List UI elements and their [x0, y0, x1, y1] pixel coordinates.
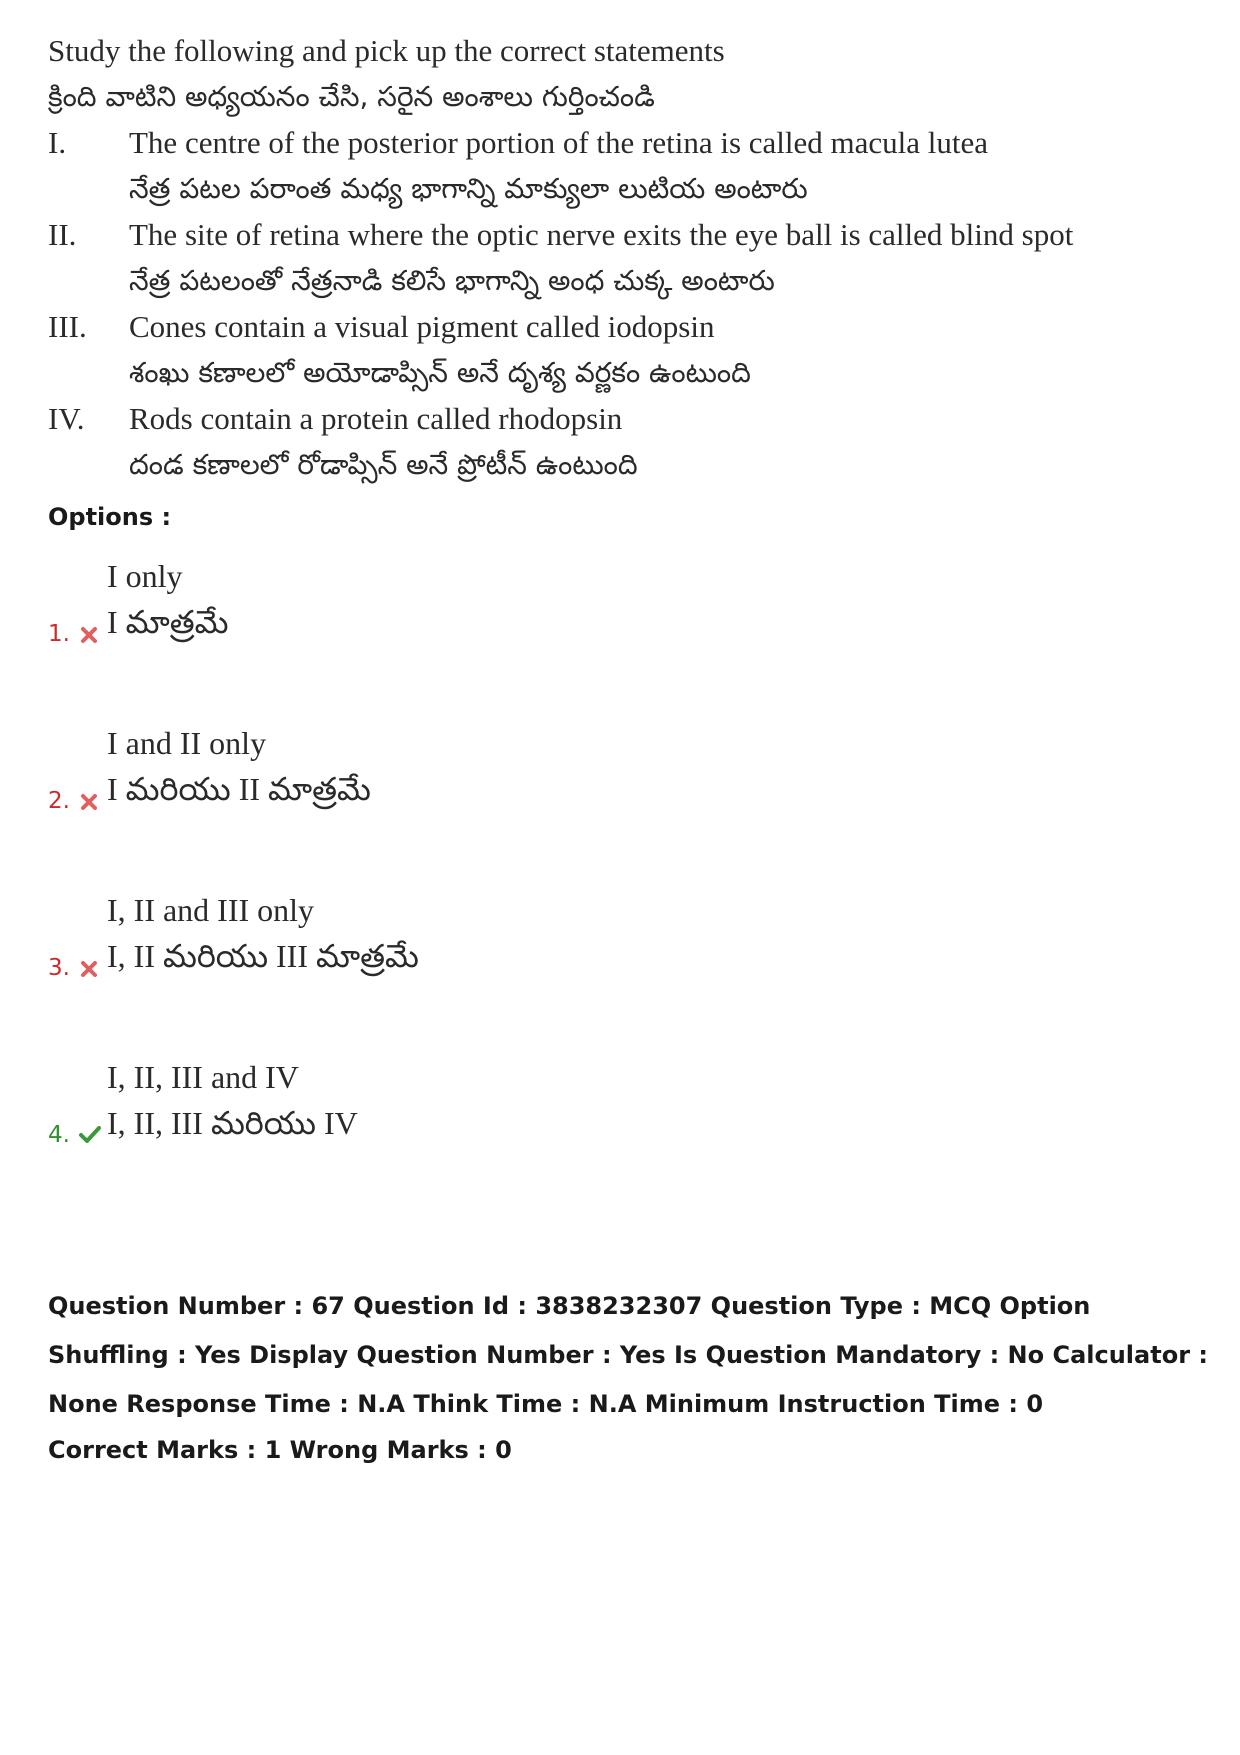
statement-2 — [48, 212, 1198, 258]
cross-icon — [78, 958, 100, 980]
check-icon — [78, 1123, 100, 1145]
option-number: 2. — [48, 788, 70, 814]
cross-icon — [78, 624, 100, 646]
statement-text-te: నేత్ర పటల పరాంత మధ్య భాగాన్ని మాక్యులా లుటియ అంటారు — [129, 172, 808, 205]
statement-number: I. — [48, 125, 67, 160]
statement-text-te: శంఖు కణాలలో అయోడాప్సిన్ అనే దృశ్య వర్ణకం ఉంటుంది — [129, 356, 751, 389]
statement-text-en: The centre of the posterior portion of the retina is called macula lutea — [129, 125, 989, 160]
option-text-te: I, II మరియు III మాత్రమే — [107, 938, 419, 974]
statement-number: II. — [48, 217, 77, 252]
option-text-te: I మరియు II మాత్రమే — [107, 771, 371, 807]
statement-number: III. — [48, 309, 87, 344]
statement-text-te: దండ కణాలలో రోడాప్సిన్ అనే ప్రోటీన్ ఉంటుంది — [129, 448, 638, 481]
statement-4 — [48, 396, 1198, 442]
option-2[interactable] — [48, 725, 648, 835]
option-text-te: I, II, III మరియు IV — [107, 1105, 358, 1141]
option-number: 1. — [48, 621, 70, 647]
options-label: Options : — [48, 503, 172, 531]
statement-number: IV. — [48, 401, 85, 436]
option-text-te: I మాత్రమే — [107, 604, 229, 640]
option-text-en: I and II only — [107, 725, 267, 761]
option-3[interactable] — [48, 892, 648, 1002]
question-metadata: Question Number : 67 Question Id : 3838232307 Question Type : MCQ Option Shuffling : Yes Display Question Number : Yes Is Question Mandatory : No Calculator : None Response Time : N.A Think Time : N.A Minimum Instruction Time : 0 — [48, 1292, 1208, 1418]
statement-text-te: నేత్ర పటలంతో నేత్రనాడి కలిసే భాగాన్ని అంధ చుక్క అంటారు — [129, 264, 775, 297]
statement-text-en: Rods contain a protein called rhodopsin — [129, 401, 623, 436]
option-text-en: I only — [107, 558, 183, 594]
question-intro-te: క్రింది వాటిని అధ్యయనం చేసి, సరైన అంశాలు గుర్తించండి — [48, 80, 655, 113]
statement-text-en: The site of retina where the optic nerve exits the eye ball is called blind spot — [129, 217, 1074, 252]
statement-1 — [48, 120, 1198, 166]
option-number: 4. — [48, 1122, 70, 1148]
statement-3 — [48, 304, 1198, 350]
option-number: 3. — [48, 955, 70, 981]
option-text-en: I, II, III and IV — [107, 1059, 299, 1095]
cross-icon — [78, 791, 100, 813]
question-marks: Correct Marks : 1 Wrong Marks : 0 — [48, 1436, 512, 1464]
statement-text-en: Cones contain a visual pigment called iodopsin — [129, 309, 715, 344]
option-4[interactable] — [48, 1059, 648, 1169]
option-1[interactable] — [48, 558, 648, 668]
question-intro-en: Study the following and pick up the correct statements — [48, 33, 725, 68]
option-text-en: I, II and III only — [107, 892, 315, 928]
question-text — [48, 28, 1198, 488]
